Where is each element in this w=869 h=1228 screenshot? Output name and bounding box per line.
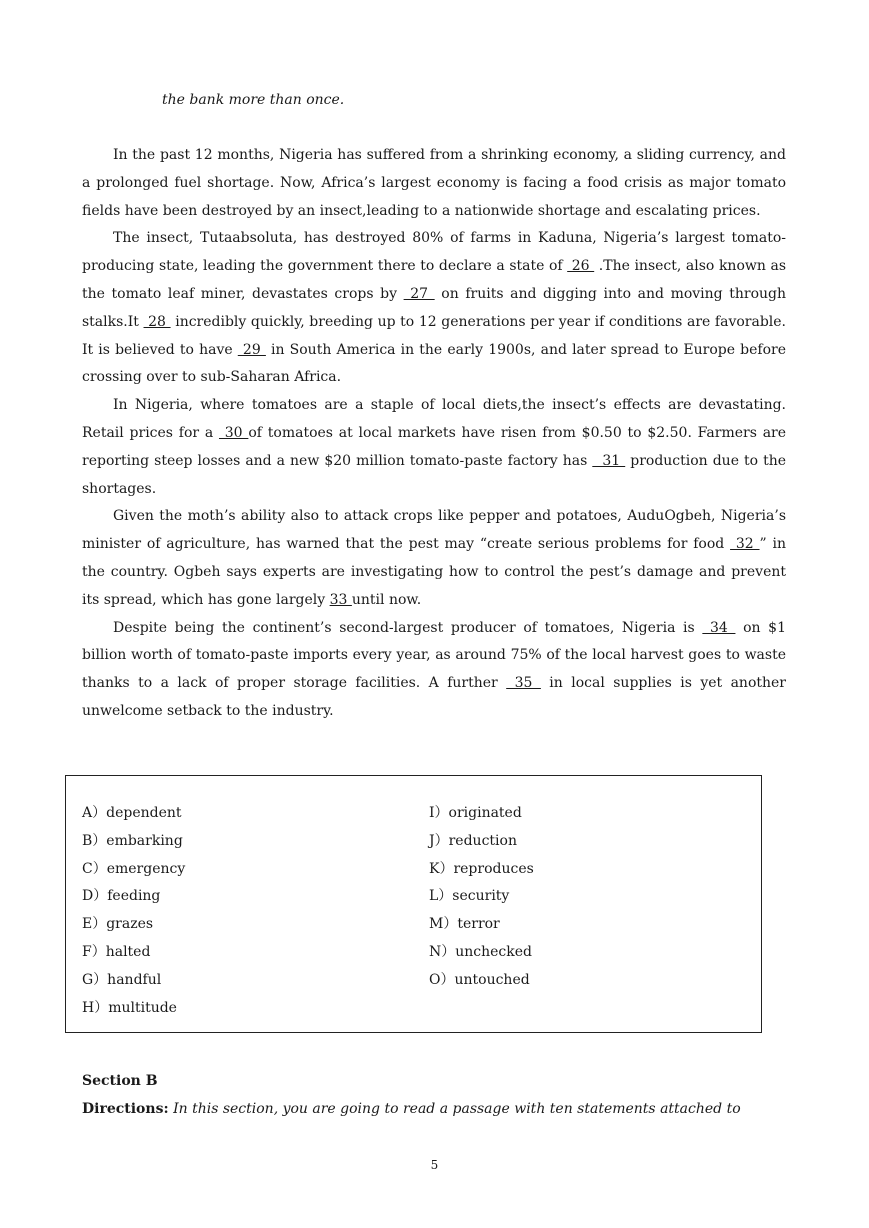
paragraph-text: In Nigeria, where tomatoes are a staple of local diets,the insect’s effects are devastating. Retail prices for a [82,397,786,441]
passage-paragraphs [82,142,786,726]
word-bank-box [65,775,762,1033]
section-b-title: Section B [82,1073,158,1089]
paragraph-text: on $1 billion worth of tomato-paste imports every year, as around 75% of the local harvest goes to waste thanks to a lack of proper storage facilities. A further [82,619,786,692]
passage [82,86,786,726]
word-option: O）untouched [429,971,530,988]
blank-number: 35 [506,675,541,692]
word-option: H）multitude [82,999,177,1016]
directions-label: Directions: [82,1100,169,1117]
paragraph-text: in South America in the early 1900s, and later spread to Europe before crossing over to sub-Saharan Africa. [82,341,786,386]
blank-number: 34 [702,619,736,636]
blank-number: 27 [403,285,435,302]
paragraph [82,225,786,392]
paragraph-text: The insect, Tutaabsoluta, has destroyed 80% of farms in Kaduna, Nigeria’s largest tomato-producing state, leading the government there to declare a state of [82,230,786,275]
word-option: N）unchecked [429,943,532,960]
paragraph-text: Despite being the continent’s second-largest producer of tomatoes, Nigeria is [113,619,703,636]
paragraph [82,503,786,614]
paragraph-text: of tomatoes at local markets have risen from $0.50 to $2.50. Farmers are reporting steep losses and a new $20 million tomato-paste factory has [82,424,787,469]
paragraph [82,615,786,726]
paragraph-text: incredibly quickly, breeding up to 12 generations per year if conditions are favorable. It is believed to have [82,313,787,358]
paragraph-text: .The insect, also known as the tomato leaf miner, devastates crops by [82,258,787,302]
word-option: G）handful [82,971,162,988]
previous-page-tail: the bank more than once. [162,92,345,108]
word-option: M）terror [429,916,500,933]
word-option: D）feeding [82,888,161,905]
paragraph-text: in local supplies is yet another unwelcome setback to the industry. [82,675,786,719]
word-option: B）embarking [82,832,183,849]
word-option: K）reproduces [429,860,534,877]
paragraph [82,392,786,503]
word-option: C）emergency [82,860,186,877]
section-b [82,1068,786,1124]
blank-number: 33 [329,591,352,608]
paragraph-text: on fruits and digging into and moving through stalks.It [82,285,787,330]
paragraph-text: Given the moth’s ability also to attack crops like pepper and potatoes, AuduOgbeh, Nigeria’s minister of agriculture, has warned that the pest may “create serious problems for food [82,508,786,553]
blank-number: 29 [237,341,266,358]
page-number: 5 [430,1158,439,1172]
blank-number: 30 [218,424,249,441]
word-option: E）grazes [82,916,154,933]
blank-number: 32 [730,536,760,553]
word-option: L）security [429,888,510,905]
paragraph-text: production due to the shortages. [82,452,787,497]
paragraph-text: until now. [351,591,422,608]
blank-number: 26 [567,258,595,275]
word-option: I）originated [429,805,522,821]
word-bank-right-column [429,800,534,995]
paragraph-text: ” in the country. Ogbeh says experts are investigating how to control the pest’s damage and prevent its spread, which has gone largely [82,536,787,608]
word-option: A）dependent [82,805,182,821]
word-bank-left-column [82,800,185,1022]
word-option: F）halted [82,943,151,960]
blank-number: 31 [592,452,626,469]
section-b-directions [82,1096,786,1124]
directions-text: In this section, you are going to read a passage with ten statements attached to [173,1100,741,1117]
paragraph-text: In the past 12 months, Nigeria has suffered from a shrinking economy, a sliding currency, and a prolonged fuel shortage. Now, Africa’s largest economy is facing a food crisis as major tomato fields have been destroyed by an insect,leading to a nationwide shortage and escalating prices. [82,147,786,219]
blank-number: 28 [143,313,171,330]
word-option: J）reduction [429,832,517,849]
paragraph [82,142,786,225]
